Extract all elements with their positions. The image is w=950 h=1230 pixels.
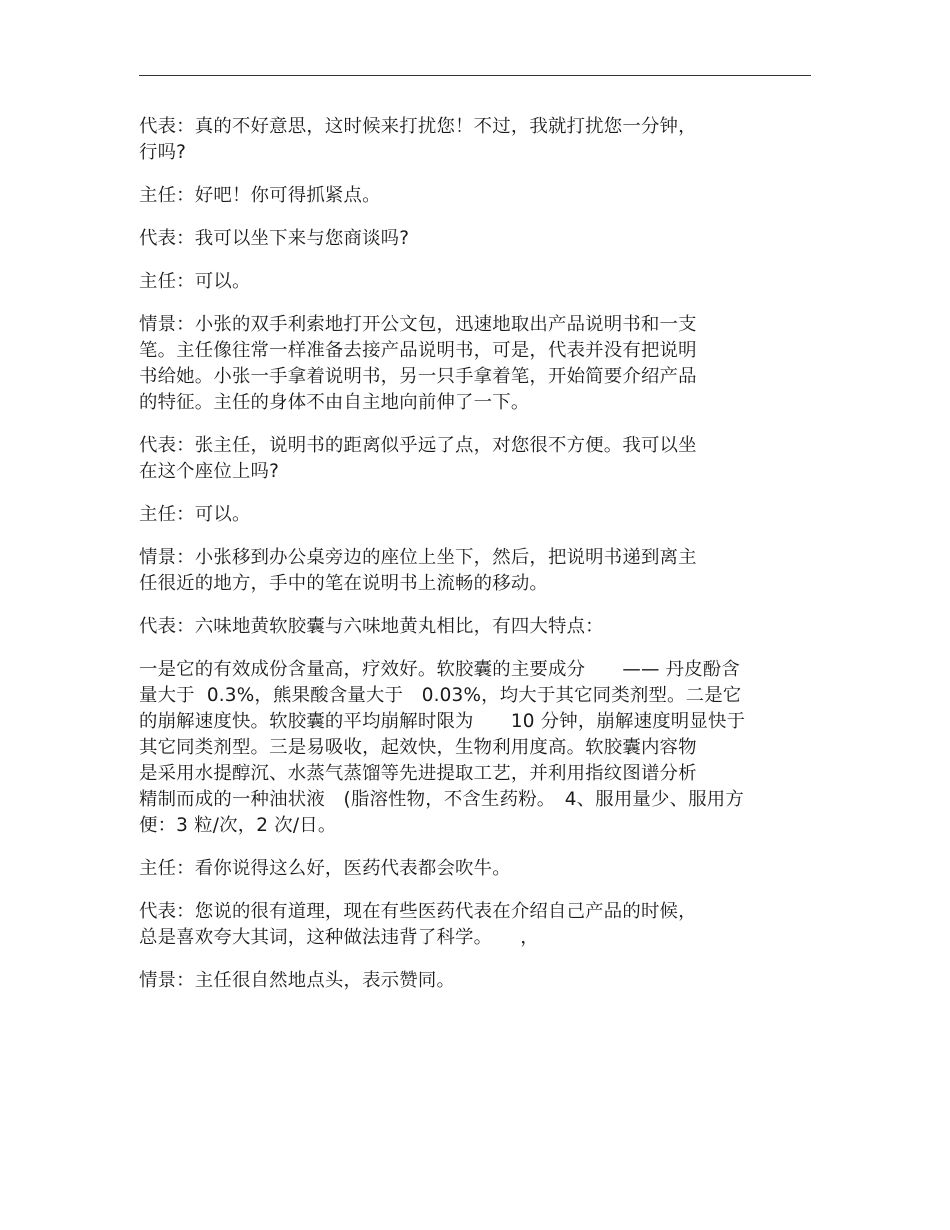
dialogue-paragraph xyxy=(139,657,799,839)
text-line: 书给她。小张一手拿着说明书，另一只手拿着笔，开始简要介绍产品 xyxy=(139,366,697,387)
text-line: 情景：小张移到办公桌旁边的座位上坐下，然后，把说明书递到离主 xyxy=(139,547,697,568)
text-line: 任很近的地方，手中的笔在说明书上流畅的移动。 xyxy=(139,573,548,594)
header-rule xyxy=(139,75,811,76)
text-line: 情景：主任很自然地点头，表示赞同。 xyxy=(139,970,456,991)
text-line: 代表：您说的很有道理，现在有些医药代表在介绍自己产品的时候， xyxy=(139,901,697,922)
text-line: 情景：小张的双手利索地打开公文包，迅速地取出产品说明书和一支 xyxy=(139,314,697,335)
text-line: 其它同类剂型。三是易吸收，起效快，生物利用度高。软胶囊内容物 xyxy=(139,737,697,758)
dialogue-paragraph xyxy=(139,899,799,951)
dialogue-paragraph xyxy=(139,968,799,994)
text-line: 的崩解速度快。软胶囊的平均崩解时限为 10 分钟，崩解速度明显快于 xyxy=(139,711,746,732)
document-body xyxy=(139,114,799,1011)
dialogue-paragraph xyxy=(139,614,799,640)
text-line: 的特征。主任的身体不由自主地向前伸了一下。 xyxy=(139,392,530,413)
text-line: 主任：看你说得这么好，医药代表都会吹牛。 xyxy=(139,858,511,879)
text-line: 笔。主任像往常一样准备去接产品说明书，可是，代表并没有把说明 xyxy=(139,340,697,361)
text-line: 精制而成的一种油状液 (脂溶性物，不含生药粉。 4、服用量少、服用方 xyxy=(139,789,744,810)
text-line: 量大于 0.3%，熊果酸含量大于 0.03%，均大于其它同类剂型。二是它 xyxy=(139,685,742,706)
text-line: 主任：可以。 xyxy=(139,504,251,525)
dialogue-paragraph xyxy=(139,545,799,597)
dialogue-paragraph xyxy=(139,433,799,485)
text-line: 代表：真的不好意思，这时候来打扰您！不过，我就打扰您一分钟， xyxy=(139,116,697,137)
text-line: 是采用水提醇沉、水蒸气蒸馏等先进提取工艺，并利用指纹图谱分析 xyxy=(139,763,697,784)
text-line: 便：3 粒/次，2 次/日。 xyxy=(139,815,337,836)
text-line: 主任：好吧！你可得抓紧点。 xyxy=(139,185,381,206)
text-line: 代表：张主任，说明书的距离似乎远了点，对您很不方便。我可以坐 xyxy=(139,435,697,456)
dialogue-paragraph xyxy=(139,312,799,416)
text-line: 一是它的有效成份含量高，疗效好。软胶囊的主要成分 —— 丹皮酚含 xyxy=(139,659,740,680)
text-line: 代表：六味地黄软胶囊与六味地黄丸相比，有四大特点： xyxy=(139,616,604,637)
text-line: 在这个座位上吗? xyxy=(139,461,280,482)
dialogue-paragraph xyxy=(139,183,799,209)
dialogue-paragraph xyxy=(139,226,799,252)
dialogue-paragraph xyxy=(139,114,799,166)
dialogue-paragraph xyxy=(139,856,799,882)
text-line: 主任：可以。 xyxy=(139,271,251,292)
text-line: 总是喜欢夸大其词，这种做法违背了科学。 ， xyxy=(139,927,539,948)
dialogue-paragraph xyxy=(139,269,799,295)
dialogue-paragraph xyxy=(139,502,799,528)
text-line: 代表：我可以坐下来与您商谈吗? xyxy=(139,228,410,249)
text-line: 行吗? xyxy=(139,142,187,163)
